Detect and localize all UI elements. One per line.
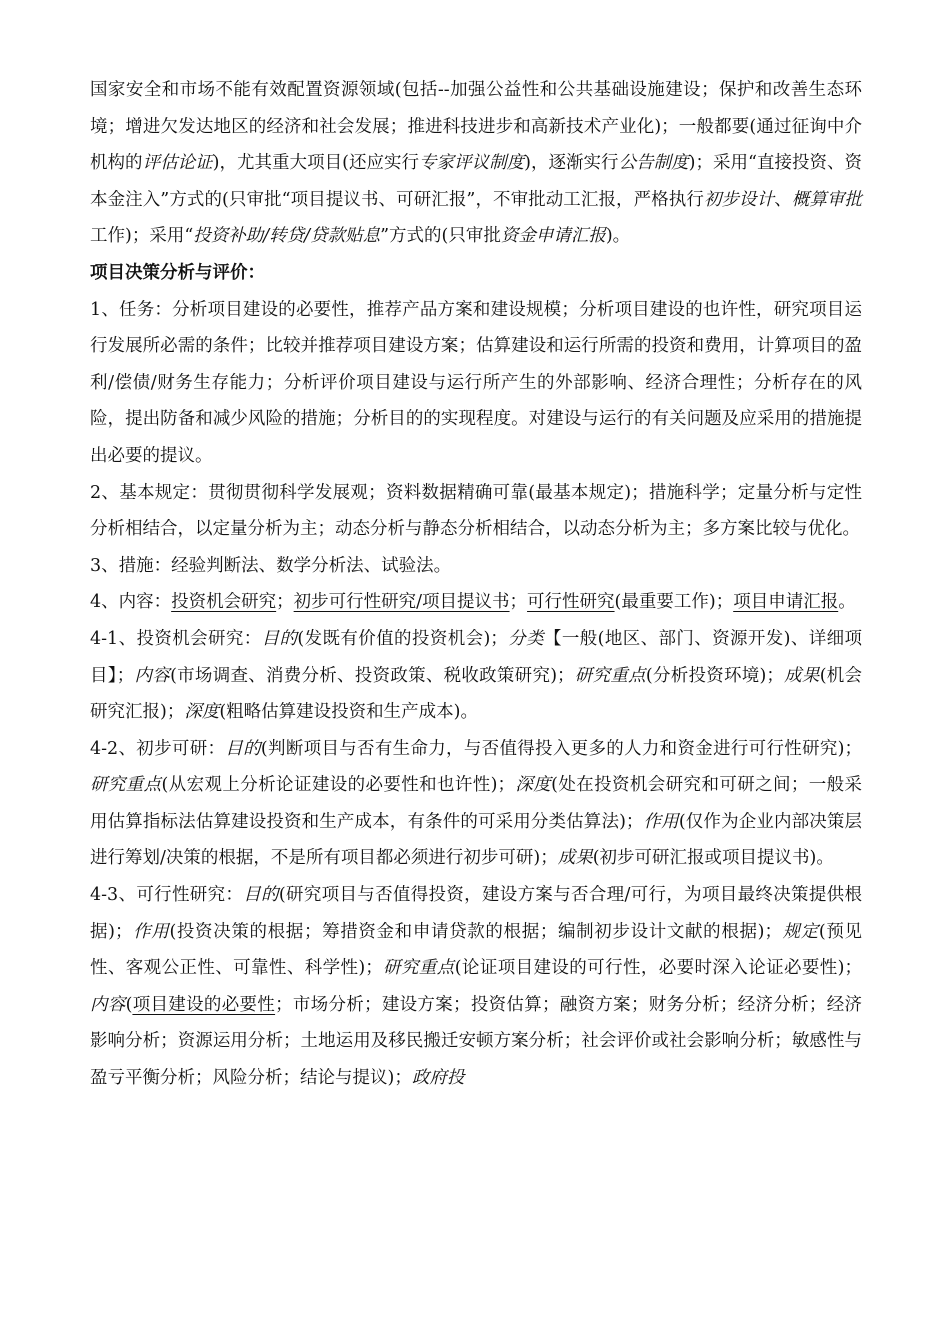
italic-text: 目的: [261, 628, 298, 649]
text-run: (: [125, 994, 133, 1015]
italic-text: 专家评议制度: [419, 153, 525, 174]
text-run: (市场调查、消费分析、投资政策、税收政策研究)；: [170, 665, 575, 686]
italic-text: 资金申请汇报: [500, 226, 606, 247]
italic-text: 研究重点: [90, 775, 162, 796]
italic-text: 目的: [243, 885, 279, 906]
text-run: 4-1、投资机会研究：: [90, 628, 262, 649]
text-run: 2、基本规定：贯彻贯彻科学发展观；资料数据精确可靠(最基本规定)；措施科学；定量分析与定性分析相结合，以定量分析为主；动态分析与静态分析相结合，以动态分析为主；多方案比较与优化。: [90, 482, 862, 540]
underlined-text: 可行性研究: [527, 592, 615, 613]
paragraph: [90, 584, 862, 621]
italic-text: 评估论证: [142, 153, 213, 174]
paragraph: [90, 731, 862, 877]
text-run: )；采用“直接投资、资本金注入”方式的(只审批“项目提议书、可研汇报”，不审批动工汇报，严格执行: [90, 153, 863, 210]
italic-text: 概算审批: [791, 189, 863, 210]
italic-text: 公告制度: [618, 153, 689, 174]
text-run: 国家安全和市场不能有效配置资源领域(包括--加强公益性和公共基础设施建设；保护和改善生态环境；增进欠发达地区的经济和社会发展；推进科技进步和高新技术产业化)；一般都要(通过征询中介机构的: [90, 80, 862, 174]
section-heading: [90, 255, 862, 292]
underlined-text: 初步可行性研究/项目提议书: [293, 592, 510, 613]
text-run: ；市场分析；建设方案；投资估算；融资方案；财务分析；经济分析；经济影响分析；资源运用分析；土地运用及移民搬迁安顿方案分析；社会评价或社会影响分析；敏感性与盈亏平衡分析；风险分析；结论与提议)；: [90, 994, 863, 1089]
text-run: (机会研究汇报)；: [90, 665, 863, 723]
text-run: 、: [774, 189, 792, 210]
paragraph: [90, 475, 862, 548]
text-run: (最重要工作)；: [614, 592, 734, 613]
text-run: 【一般(地区、部门、资源开发)、详细项目】；: [90, 628, 863, 686]
paragraph: [90, 877, 862, 1097]
text-run: 4-2、初步可研：: [90, 738, 226, 759]
text-run: (论证项目建设的可行性，必要时深入论证必要性)；: [454, 958, 863, 979]
underlined-text: 项目建设的必要性: [132, 994, 276, 1015]
text-run: 项目决策分析与评价：: [90, 262, 265, 283]
paragraph: [90, 72, 862, 255]
underlined-text: 投资机会研究: [171, 592, 277, 613]
text-run: (研究项目与否值得投资，建设方案与否合理/可行，为项目最终决策提供根据)；: [90, 885, 863, 942]
document-page: [90, 72, 862, 1097]
italic-text: 规定: [781, 921, 819, 942]
italic-text: 内容: [134, 665, 171, 686]
text-run: ”方式的(只审批: [380, 226, 501, 247]
italic-text: 成果: [557, 848, 593, 869]
text-run: ；: [276, 592, 294, 613]
italic-text: 研究重点: [382, 958, 455, 979]
paragraph: [90, 292, 862, 475]
text-run: (预见性、客观公正性、可靠性、科学性)；: [90, 921, 863, 979]
text-run: )，逐渐实行: [524, 153, 619, 174]
text-run: 。: [838, 592, 856, 613]
text-run: (仅作为企业内部决策层进行筹划/决策的根据，不是所有项目都必须进行初步可研)；: [90, 811, 863, 869]
text-run: )。: [605, 226, 631, 247]
text-run: (粗略估算建设投资和生产成本)。: [219, 702, 478, 723]
text-run: (初步可研汇报或项目提议书)。: [592, 848, 834, 869]
text-run: 工作)；采用“: [90, 226, 194, 247]
text-run: ；: [509, 592, 528, 613]
underlined-text: 项目申请汇报: [733, 592, 839, 613]
italic-text: 内容: [90, 994, 126, 1015]
text-run: (从宏观上分析论证建设的必要性和也许性)；: [161, 775, 515, 796]
italic-text: 作用: [643, 811, 679, 832]
italic-text: 成果: [783, 665, 820, 686]
text-run: 3、措施：经验判断法、数学分析法、试验法。: [90, 555, 452, 576]
italic-text: 政府投: [411, 1068, 465, 1089]
text-run: (判断项目与否有生命力，与否值得投入更多的人力和资金进行可行性研究)；: [260, 738, 863, 759]
italic-text: 深度: [515, 775, 552, 796]
paragraph: [90, 621, 862, 731]
italic-text: 投资补助/转贷/贷款贴息: [193, 226, 381, 247]
text-run: 4-3、可行性研究：: [90, 885, 244, 906]
text-run: (发既有价值的投资机会)；: [297, 628, 508, 649]
italic-text: 分类: [507, 628, 544, 649]
italic-text: 作用: [132, 921, 170, 942]
italic-text: 研究重点: [574, 665, 646, 686]
text-run: (投资决策的根据；筹措资金和申请贷款的根据；编制初步设计文献的根据)；: [169, 921, 782, 942]
italic-text: 初步设计: [703, 189, 775, 210]
paragraph: [90, 548, 862, 585]
italic-text: 目的: [225, 738, 261, 759]
text-run: 4、内容：: [90, 592, 172, 613]
text-run: )，尤其重大项目(还应实行: [212, 153, 420, 174]
text-run: 1、任务：分析项目建设的必要性，推荐产品方案和建设规模；分析项目建设的也许性，研究项目运行发展所必需的条件；比较并推荐项目建设方案；估算建设和运行所需的投资和费用，计算项目的盈利/偿债/财务生存能力；分析评价项目建设与运行所产生的外部影响、经济合理性；分析存在的风险，提出防备和减少风险的措施；分析目的的实现程度。对建设与运行的有关问题及应采用的措施提出必要的提议。: [90, 299, 862, 466]
text-run: (处在投资机会研究和可研之间；一般采用估算指标法估算建设投资和生产成本，有条件的可采用分类估算法)；: [90, 775, 863, 832]
italic-text: 深度: [184, 702, 220, 723]
text-run: (分析投资环境)；: [645, 665, 784, 686]
